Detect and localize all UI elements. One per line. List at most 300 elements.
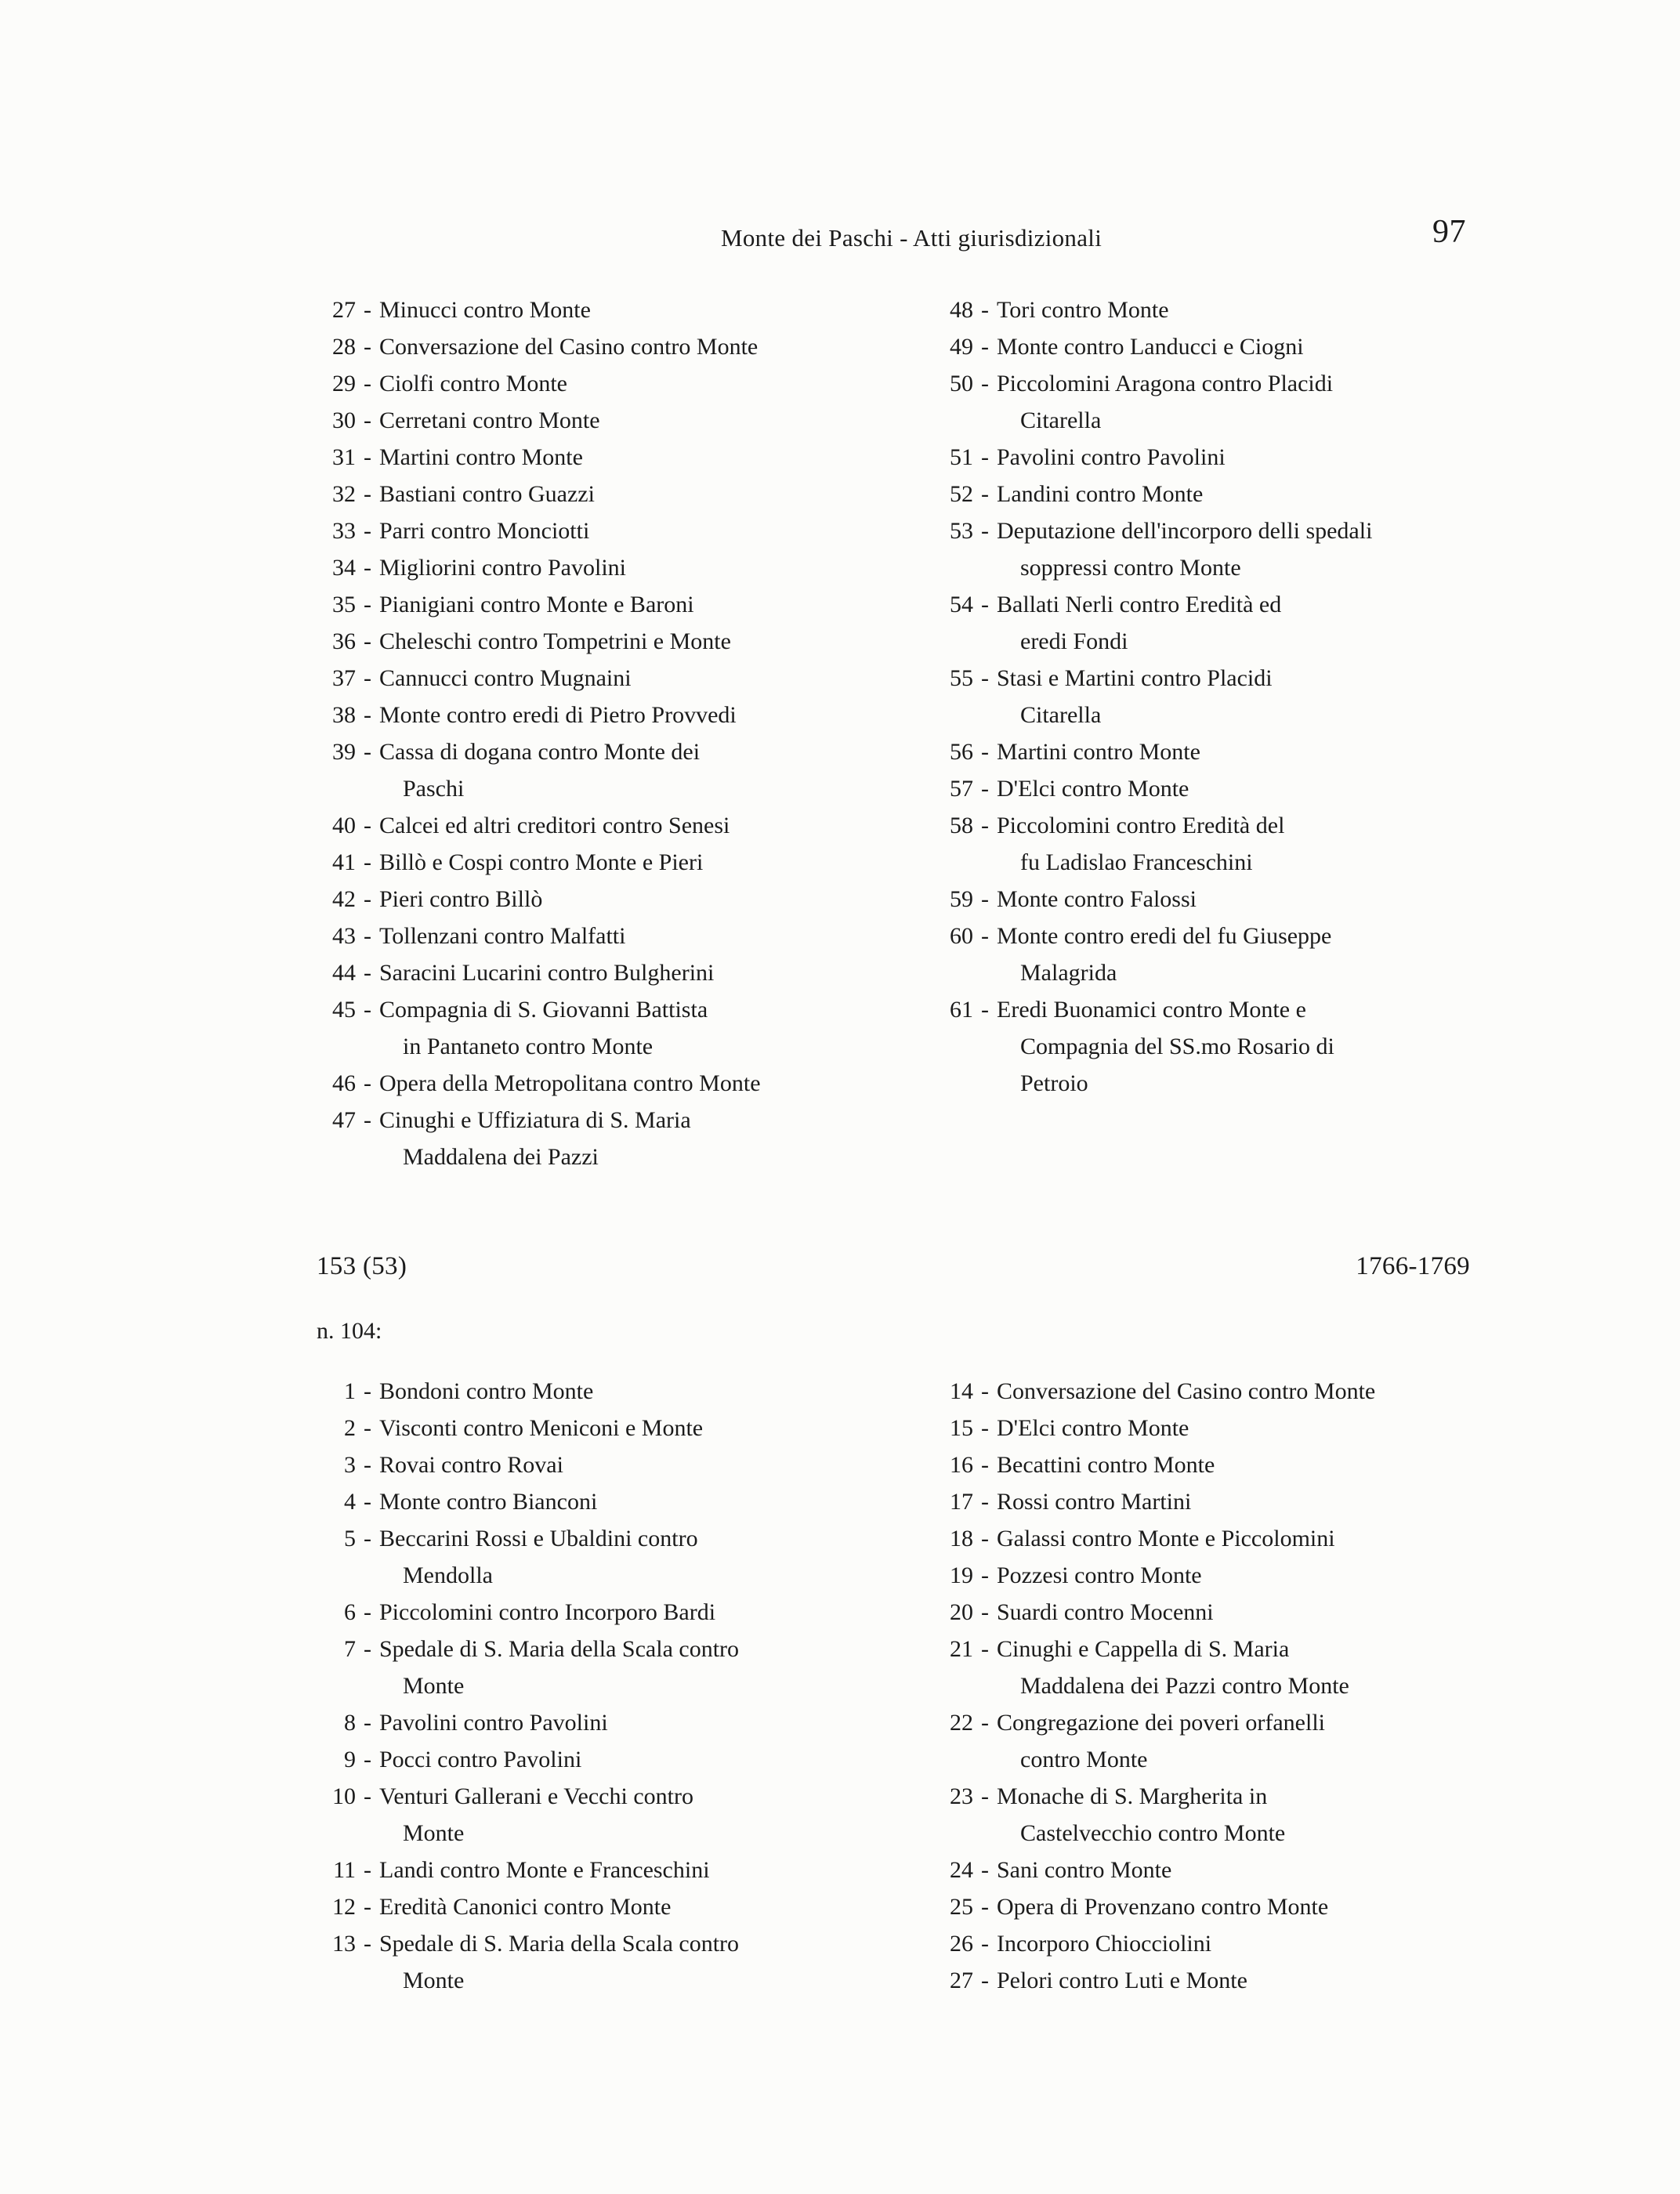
entry-text (997, 476, 1483, 512)
entry-text (379, 1483, 865, 1520)
case-entry (934, 1520, 1483, 1557)
case-entry (934, 586, 1483, 660)
entry-number: 21 (950, 1636, 973, 1662)
entry-text-line: Congregazione dei poveri orfanelli (997, 1710, 1326, 1736)
entry-separator: - (364, 1489, 371, 1515)
entry-number: 15 (950, 1415, 973, 1441)
entry-text (379, 660, 865, 697)
entry-separator: - (981, 1710, 989, 1736)
entry-text-line: Pavolini contro Pavolini (997, 444, 1226, 470)
entry-text-line: Cinughi e Cappella di S. Maria (997, 1636, 1290, 1662)
case-entry (317, 1925, 865, 1999)
entry-separator: - (364, 886, 371, 912)
entry-text (997, 1594, 1483, 1631)
entry-text (997, 1446, 1483, 1483)
entry-separator: - (981, 776, 989, 802)
entry-text-line: Deputazione dell'incorporo delli spedali (997, 518, 1373, 544)
entry-text-line: Pavolini contro Pavolini (379, 1710, 608, 1736)
entry-text-line: Monte contro eredi di Pietro Provvedi (379, 702, 737, 728)
entry-text (997, 1631, 1483, 1704)
entry-number: 6 (344, 1599, 356, 1625)
entry-separator: - (981, 1636, 989, 1662)
case-entry (934, 328, 1483, 365)
entry-number: 47 (332, 1107, 356, 1133)
entry-separator: - (364, 1710, 371, 1736)
case-entry (317, 439, 865, 476)
case-entry (934, 1704, 1483, 1778)
entry-text-line: Cinughi e Uffiziatura di S. Maria (379, 1107, 691, 1133)
entry-text-line: Venturi Gallerani e Vecchi contro (379, 1783, 693, 1809)
case-entry (317, 733, 865, 807)
entry-text-line: Parri contro Monciotti (379, 518, 590, 544)
entry-separator: - (364, 923, 371, 949)
entry-number: 61 (950, 997, 973, 1023)
entry-text-line: Spedale di S. Maria della Scala contro (379, 1931, 740, 1957)
entry-separator: - (364, 592, 371, 617)
case-entry (934, 291, 1483, 328)
entry-number: 10 (332, 1783, 356, 1809)
entry-text-line: Landini contro Monte (997, 481, 1204, 507)
entry-text (997, 881, 1483, 918)
entry-separator: - (364, 1636, 371, 1662)
entry-text-line: Monte contro eredi del fu Giuseppe (997, 923, 1332, 949)
entry-separator: - (981, 1378, 989, 1404)
entry-text-line: Pozzesi contro Monte (997, 1562, 1202, 1588)
entry-text-line: soppressi contro Monte (1020, 555, 1241, 581)
entry-separator: - (981, 997, 989, 1023)
case-entry (317, 1373, 865, 1410)
case-entry (934, 1483, 1483, 1520)
entry-number: 46 (332, 1070, 356, 1096)
entry-text (379, 844, 865, 881)
entry-text (997, 1925, 1483, 1962)
case-entry (317, 1594, 865, 1631)
entry-text-line: Monache di S. Margherita in (997, 1783, 1268, 1809)
entry-separator: - (364, 739, 371, 765)
entry-separator: - (364, 813, 371, 838)
entry-text (379, 1741, 865, 1778)
entry-separator: - (981, 297, 989, 323)
entry-text (379, 1852, 865, 1888)
entry-separator: - (981, 1894, 989, 1920)
entry-number: 11 (333, 1857, 356, 1883)
case-entry (934, 881, 1483, 918)
entry-text-line: Monte contro Landucci e Ciogni (997, 334, 1304, 360)
entry-separator: - (364, 960, 371, 986)
entry-separator: - (364, 1070, 371, 1096)
entry-number: 55 (950, 665, 973, 691)
entry-text-line: eredi Fondi (1020, 628, 1128, 654)
entry-text-line: Monte (403, 1673, 465, 1699)
entry-text-line: Billò e Cospi contro Monte e Pieri (379, 849, 704, 875)
case-entry (934, 1962, 1483, 1999)
entry-number: 18 (950, 1526, 973, 1551)
entry-text-line: Rossi contro Martini (997, 1489, 1192, 1515)
entry-text-line: Conversazione del Casino contro Monte (379, 334, 759, 360)
entry-text-line: Pocci contro Pavolini (379, 1747, 582, 1772)
entry-number: 16 (950, 1452, 973, 1478)
case-entry (934, 365, 1483, 439)
entry-text-line: Mendolla (403, 1562, 493, 1588)
case-list-2-left-column (317, 1373, 865, 1999)
case-entry (934, 1594, 1483, 1631)
entry-text-line: Pelori contro Luti e Monte (997, 1968, 1247, 1993)
entry-number: 50 (950, 371, 973, 396)
running-header-title: Monte dei Paschi - Atti giurisdizionali (721, 224, 1102, 252)
entry-separator: - (981, 1526, 989, 1551)
entry-text (379, 954, 865, 991)
entry-text (379, 918, 865, 954)
entry-number: 34 (332, 555, 356, 581)
entry-text-line: Beccarini Rossi e Ubaldini contro (379, 1526, 698, 1551)
entry-text (379, 1065, 865, 1102)
entry-separator: - (981, 1857, 989, 1883)
entry-text (997, 660, 1483, 733)
case-entry (934, 770, 1483, 807)
entry-separator: - (364, 1378, 371, 1404)
entry-text-line: Monte (403, 1820, 465, 1846)
entry-number: 12 (332, 1894, 356, 1920)
entry-number: 59 (950, 886, 973, 912)
entry-number: 20 (950, 1599, 973, 1625)
entry-text-line: Becattini contro Monte (997, 1452, 1215, 1478)
entry-separator: - (981, 739, 989, 765)
entry-text-line: Migliorini contro Pavolini (379, 555, 626, 581)
entry-text (997, 1852, 1483, 1888)
entry-text-line: Cassa di dogana contro Monte dei (379, 739, 701, 765)
entry-separator: - (364, 1931, 371, 1957)
entry-number: 33 (332, 518, 356, 544)
entry-text (997, 1962, 1483, 1999)
entry-text (379, 1704, 865, 1741)
entry-text-line: D'Elci contro Monte (997, 1415, 1189, 1441)
entry-text-line: Monte (403, 1968, 465, 1993)
case-entry (934, 476, 1483, 512)
entry-number: 38 (332, 702, 356, 728)
case-entry (934, 1557, 1483, 1594)
entry-text-line: Cerretani contro Monte (379, 407, 600, 433)
entry-number: 44 (332, 960, 356, 986)
entry-separator: - (981, 1452, 989, 1478)
entry-number: 49 (950, 334, 973, 360)
entry-text-line: Piccolomini contro Eredità del (997, 813, 1285, 838)
entry-text-line: Opera di Provenzano contro Monte (997, 1894, 1329, 1920)
entry-text (997, 512, 1483, 586)
case-entry (934, 1373, 1483, 1410)
entry-separator: - (981, 592, 989, 617)
case-entry (934, 918, 1483, 991)
entry-text-line: Bastiani contro Guazzi (379, 481, 595, 507)
entry-separator: - (364, 1783, 371, 1809)
entry-text-line: Bondoni contro Monte (379, 1378, 594, 1404)
entry-number: 13 (332, 1931, 356, 1957)
entry-separator: - (981, 1968, 989, 1993)
entry-number: 22 (950, 1710, 973, 1736)
entry-separator: - (364, 849, 371, 875)
entry-number: 1 (344, 1378, 356, 1404)
entry-separator: - (364, 1107, 371, 1133)
entry-text (379, 365, 865, 402)
entry-separator: - (364, 628, 371, 654)
entry-text (379, 291, 865, 328)
entry-number: 43 (332, 923, 356, 949)
entry-text-line: Visconti contro Meniconi e Monte (379, 1415, 704, 1441)
case-entry (934, 1852, 1483, 1888)
entry-separator: - (981, 1415, 989, 1441)
entry-number: 57 (950, 776, 973, 802)
entry-text (379, 1446, 865, 1483)
entry-separator: - (981, 1489, 989, 1515)
entry-text-line: Tollenzani contro Malfatti (379, 923, 626, 949)
entry-number: 45 (332, 997, 356, 1023)
case-entry (317, 1741, 865, 1778)
entry-text-line: contro Monte (1020, 1747, 1148, 1772)
entry-separator: - (364, 702, 371, 728)
entry-text (379, 697, 865, 733)
entry-number: 37 (332, 665, 356, 691)
entry-separator: - (981, 1562, 989, 1588)
entry-text (997, 1483, 1483, 1520)
entry-number: 26 (950, 1931, 973, 1957)
case-entry (317, 1065, 865, 1102)
entry-number: 9 (344, 1747, 356, 1772)
entry-text-line: Citarella (1020, 407, 1102, 433)
entry-separator: - (364, 371, 371, 396)
case-entry (317, 991, 865, 1065)
entry-number: 4 (344, 1489, 356, 1515)
entry-text-line: Pieri contro Billò (379, 886, 543, 912)
entry-number: 8 (344, 1710, 356, 1736)
entry-text-line: Minucci contro Monte (379, 297, 591, 323)
entry-text (379, 1778, 865, 1852)
entry-text-line: Spedale di S. Maria della Scala contro (379, 1636, 740, 1662)
entry-text-line: Ballati Nerli contro Eredità ed (997, 592, 1282, 617)
entry-number: 28 (332, 334, 356, 360)
case-entry (934, 439, 1483, 476)
entry-separator: - (364, 518, 371, 544)
page-number: 97 (1432, 214, 1466, 250)
case-entry (317, 512, 865, 549)
entry-number: 52 (950, 481, 973, 507)
entry-text-line: Paschi (403, 776, 465, 802)
entry-separator: - (981, 813, 989, 838)
entry-text (379, 402, 865, 439)
entry-separator: - (981, 665, 989, 691)
entry-separator: - (364, 1526, 371, 1551)
entry-number: 51 (950, 444, 973, 470)
case-entry (317, 1778, 865, 1852)
entry-text-line: Galassi contro Monte e Piccolomini (997, 1526, 1335, 1551)
entry-number: 30 (332, 407, 356, 433)
entry-text (997, 733, 1483, 770)
case-entry (317, 476, 865, 512)
entry-text-line: Eredità Canonici contro Monte (379, 1894, 672, 1920)
entry-text-line: Citarella (1020, 702, 1102, 728)
entry-text (997, 1373, 1483, 1410)
case-entry (934, 660, 1483, 733)
entry-text (997, 918, 1483, 991)
case-entry (934, 733, 1483, 770)
case-entry (317, 954, 865, 991)
entry-number: 53 (950, 518, 973, 544)
entry-number: 35 (332, 592, 356, 617)
entry-text (379, 1888, 865, 1925)
entry-text (379, 476, 865, 512)
entry-number: 25 (950, 1894, 973, 1920)
entry-text-line: Malagrida (1020, 960, 1117, 986)
case-entry (934, 807, 1483, 881)
entry-number: 39 (332, 739, 356, 765)
entry-number: 5 (344, 1526, 356, 1551)
case-entry (317, 1631, 865, 1704)
entry-number: 17 (950, 1489, 973, 1515)
case-entry (934, 1778, 1483, 1852)
case-entry (317, 586, 865, 623)
case-entry (317, 918, 865, 954)
entry-number: 60 (950, 923, 973, 949)
case-entry (317, 328, 865, 365)
entry-number: 40 (332, 813, 356, 838)
case-entry (317, 1704, 865, 1741)
entry-text-line: Incorporo Chiocciolini (997, 1931, 1212, 1957)
case-entry (934, 1446, 1483, 1483)
entry-text (379, 623, 865, 660)
entry-separator: - (364, 1415, 371, 1441)
case-entry (317, 1483, 865, 1520)
entry-separator: - (364, 1599, 371, 1625)
entry-number: 27 (332, 297, 356, 323)
entry-separator: - (981, 1783, 989, 1809)
case-entry (317, 881, 865, 918)
entry-text-line: in Pantaneto contro Monte (403, 1034, 654, 1059)
case-list-2-right-column (934, 1373, 1483, 1999)
entry-text (379, 1102, 865, 1175)
entry-text-line: Maddalena dei Pazzi contro Monte (1020, 1673, 1349, 1699)
entry-text-line: Sani contro Monte (997, 1857, 1172, 1883)
case-entry (317, 623, 865, 660)
case-entry (317, 1888, 865, 1925)
entry-text (379, 881, 865, 918)
entry-text-line: Petroio (1020, 1070, 1088, 1096)
case-entry (934, 1888, 1483, 1925)
entry-text (379, 328, 865, 365)
entry-text (997, 1410, 1483, 1446)
case-entry (317, 1446, 865, 1483)
entry-separator: - (364, 481, 371, 507)
entry-text-line: Landi contro Monte e Franceschini (379, 1857, 710, 1883)
entry-separator: - (364, 1894, 371, 1920)
entry-text (997, 1520, 1483, 1557)
entry-number: 29 (332, 371, 356, 396)
entry-text (997, 770, 1483, 807)
entry-text-line: Stasi e Martini contro Placidi (997, 665, 1273, 691)
case-entry (934, 1925, 1483, 1962)
entry-text (997, 991, 1483, 1102)
entry-separator: - (981, 886, 989, 912)
entry-text (997, 1888, 1483, 1925)
entry-text-line: Pianigiani contro Monte e Baroni (379, 592, 694, 617)
entry-text (997, 439, 1483, 476)
entry-text (997, 291, 1483, 328)
case-entry (934, 991, 1483, 1102)
entry-number: 54 (950, 592, 973, 617)
entry-separator: - (981, 334, 989, 360)
entry-separator: - (981, 371, 989, 396)
case-entry (934, 512, 1483, 586)
entry-separator: - (364, 407, 371, 433)
case-entry (317, 1852, 865, 1888)
entry-text-line: Ciolfi contro Monte (379, 371, 567, 396)
entry-text-line: Compagnia del SS.mo Rosario di (1020, 1034, 1334, 1059)
entry-separator: - (364, 665, 371, 691)
entry-text (997, 586, 1483, 660)
entry-number: 41 (332, 849, 356, 875)
entry-separator: - (981, 481, 989, 507)
entry-number: 36 (332, 628, 356, 654)
entry-number: 3 (344, 1452, 356, 1478)
entry-text (379, 1410, 865, 1446)
entry-text-line: Compagnia di S. Giovanni Battista (379, 997, 708, 1023)
entry-text (379, 991, 865, 1065)
entry-text-line: Maddalena dei Pazzi (403, 1144, 599, 1170)
entry-number: 31 (332, 444, 356, 470)
entry-text-line: Cheleschi contro Tompetrini e Monte (379, 628, 731, 654)
entry-text (379, 733, 865, 807)
entry-text (997, 328, 1483, 365)
entry-number: 48 (950, 297, 973, 323)
case-list-1-right-column (934, 291, 1483, 1102)
shelf-number: 153 (53) (317, 1252, 407, 1280)
item-count: n. 104: (317, 1318, 382, 1344)
case-entry (934, 1631, 1483, 1704)
entry-text (379, 1520, 865, 1594)
entry-text (379, 1925, 865, 1999)
entry-separator: - (981, 1931, 989, 1957)
entry-separator: - (364, 297, 371, 323)
entry-text-line: Piccolomini contro Incorporo Bardi (379, 1599, 716, 1625)
entry-separator: - (364, 1857, 371, 1883)
entry-text-line: Calcei ed altri creditori contro Senesi (379, 813, 730, 838)
entry-text-line: D'Elci contro Monte (997, 776, 1189, 802)
entry-text (997, 1704, 1483, 1778)
entry-separator: - (364, 555, 371, 581)
entry-text (997, 807, 1483, 881)
archive-heading-row (317, 1252, 1470, 1281)
entry-text-line: Martini contro Monte (379, 444, 583, 470)
entry-separator: - (364, 997, 371, 1023)
case-entry (317, 365, 865, 402)
entry-text (379, 1373, 865, 1410)
entry-text (379, 549, 865, 586)
entry-text (997, 1557, 1483, 1594)
entry-text-line: Martini contro Monte (997, 739, 1200, 765)
entry-text (997, 1778, 1483, 1852)
case-entry (317, 402, 865, 439)
entry-text-line: Monte contro Bianconi (379, 1489, 598, 1515)
entry-number: 14 (950, 1378, 973, 1404)
case-entry (317, 549, 865, 586)
case-entry (317, 807, 865, 844)
entry-separator: - (981, 1599, 989, 1625)
entry-text-line: Cannucci contro Mugnaini (379, 665, 632, 691)
entry-text-line: Monte contro Falossi (997, 886, 1197, 912)
entry-text-line: Rovai contro Rovai (379, 1452, 563, 1478)
entry-text-line: fu Ladislao Franceschini (1020, 849, 1253, 875)
entry-number: 56 (950, 739, 973, 765)
entry-separator: - (364, 1747, 371, 1772)
entry-number: 42 (332, 886, 356, 912)
case-entry (317, 1102, 865, 1175)
